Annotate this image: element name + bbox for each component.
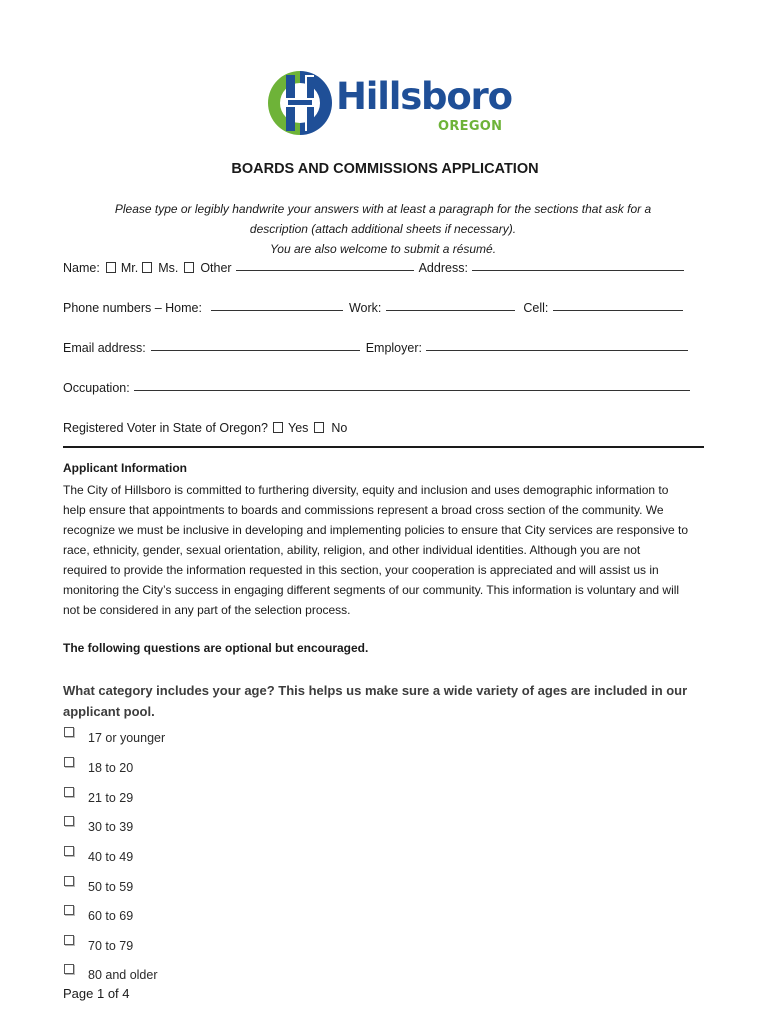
age-option-label: 17 or younger (88, 731, 166, 745)
page-title: BOARDS AND COMMISSIONS APPLICATION (231, 161, 539, 177)
voter-yes-checkbox[interactable] (273, 422, 283, 433)
address-label: Address: (418, 261, 468, 275)
paragraph-line: help ensure that appointments to boards and commissions represent a broad cross section of the community. We (63, 503, 664, 517)
occupation-field[interactable] (134, 389, 690, 391)
paragraph-line: required to provide the information requested in this section, your cooperation is appreciated and will assist us in (63, 563, 659, 577)
phone-row (63, 301, 683, 315)
instructions-line: Please type or legibly handwrite your answers with at least a paragraph for the sections that ask for a (114, 202, 652, 216)
age-question-line: applicant pool. (63, 704, 155, 719)
instructions-line: You are also welcome to submit a résumé. (269, 242, 497, 256)
instructions (60, 199, 706, 259)
age-option-checkbox[interactable] (64, 757, 74, 767)
paragraph-line: monitoring the City’s success in engaging different segments of our community. This information is voluntary and will (63, 583, 680, 597)
mr-checkbox[interactable] (106, 262, 116, 273)
occupation-row (63, 381, 690, 395)
ms-label: Ms. (158, 261, 179, 275)
logo-state: OREGON (438, 119, 503, 134)
cell-phone-label: Cell: (523, 301, 549, 315)
logo-wordmark: Hillsboro (336, 75, 512, 118)
age-option-label: 60 to 69 (88, 909, 134, 923)
employer-field[interactable] (426, 349, 688, 351)
voter-row (63, 421, 347, 435)
age-option-checkbox[interactable] (64, 787, 74, 797)
name-label: Name: (63, 261, 100, 275)
age-option-label: 50 to 59 (88, 880, 134, 894)
age-option-label: 18 to 20 (88, 761, 134, 775)
age-option-checkbox[interactable] (64, 816, 74, 826)
home-phone-label: Phone numbers – Home: (63, 301, 202, 315)
age-option-checkbox[interactable] (64, 727, 74, 737)
voter-yes-label: Yes (288, 421, 309, 435)
age-option-label: 70 to 79 (88, 939, 134, 953)
age-option-label: 40 to 49 (88, 850, 134, 864)
name-field[interactable] (236, 269, 414, 271)
optional-note: The following questions are optional but encouraged. (63, 641, 369, 655)
home-phone-field[interactable] (211, 309, 343, 311)
applicant-info-heading: Applicant Information (63, 461, 187, 475)
other-label: Other (200, 261, 232, 275)
paragraph-line: not be considered in any part of the selection process. (63, 603, 351, 617)
age-option-checkbox[interactable] (64, 905, 74, 915)
age-option-checkbox[interactable] (64, 876, 74, 886)
age-option-label: 30 to 39 (88, 820, 134, 834)
address-field[interactable] (472, 269, 684, 271)
mr-label: Mr. (120, 261, 139, 275)
section-divider (63, 446, 704, 448)
paragraph-line: The City of Hillsboro is committed to furthering diversity, equity and inclusion and uses demographic information to (63, 483, 669, 497)
age-option-checkbox[interactable] (64, 935, 74, 945)
age-option-checkbox[interactable] (64, 846, 74, 856)
mr-checkbox-alt[interactable] (142, 262, 152, 273)
instructions-line: description (attach additional sheets if necessary). (249, 222, 517, 236)
employer-label: Employer: (365, 341, 422, 355)
voter-no-checkbox[interactable] (314, 422, 324, 433)
age-option-label: 80 and older (88, 968, 158, 982)
name-row (63, 261, 684, 275)
age-option-label: 21 to 29 (88, 791, 134, 805)
paragraph-line: recognize we must be inclusive in developing and implementing policies to ensure that City services are responsive to (63, 523, 688, 537)
email-label: Email address: (63, 341, 146, 355)
voter-no-label: No (331, 421, 348, 435)
email-field[interactable] (151, 349, 360, 351)
ms-checkbox[interactable] (184, 262, 194, 273)
age-option-checkbox[interactable] (64, 964, 74, 974)
hillsboro-logo (266, 69, 512, 139)
cell-phone-field[interactable] (553, 309, 683, 311)
age-question-line: What category includes your age? This helps us make sure a wide variety of ages are included in our (63, 683, 688, 698)
email-row (63, 341, 688, 355)
age-question (63, 680, 713, 722)
work-phone-field[interactable] (386, 309, 515, 311)
occupation-label: Occupation: (63, 381, 130, 395)
page-number: Page 1 of 4 (63, 986, 130, 1001)
work-phone-label: Work: (348, 301, 382, 315)
hillsboro-h-logo-icon (266, 69, 332, 137)
paragraph-line: race, ethnicity, gender, sexual orientation, ability, religion, and other individual identities. Although you are not (63, 543, 641, 557)
voter-label: Registered Voter in State of Oregon? (63, 421, 268, 435)
applicant-info-paragraph (63, 480, 729, 620)
